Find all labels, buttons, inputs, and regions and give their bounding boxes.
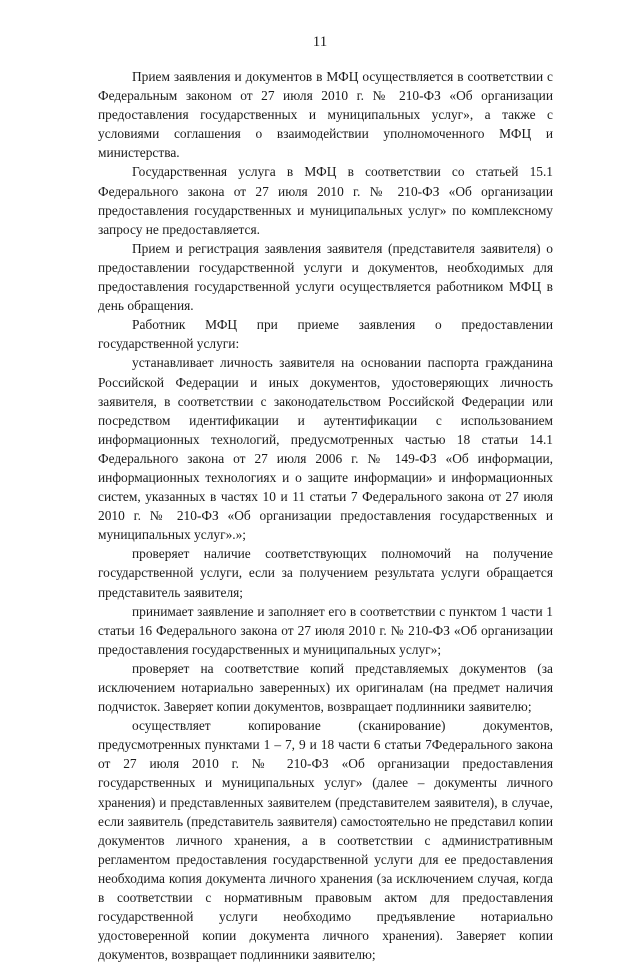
paragraph-identity-check: устанавливает личность заявителя на основании паспорта гражданина Российской Федерации и иных документов, удостоверяющих личность заявителя, в соответствии с законодательством Российской Федерации или посредством идентификации и аутентификации с использованием информационных технологий, предусмотренных частью 18 статьи 14.1 Федерального закона от 27 июля 2006 г. № 149-ФЗ «Об информации, информационных технологиях и о защите информации» и информационных систем, указанных в частях 10 и 11 статьи 7 Федерального закона от 27 июля 2010 г. № 210-ФЗ «Об организации предоставления государственных и муниципальных услуг».»;: [98, 355, 553, 543]
paragraph-document-scanning: осуществляет копирование (сканирование) документов, предусмотренных пунктами 1 – 7, 9 и 18 части 6 статьи 7Федерального закона от 27 июля 2010 г. № 210-ФЗ «Об организации предоставления государственных и муниципальных услуг» (далее – документы личного хранения) и представленных заявителем (представителем заявителя), в случае, если заявитель (представитель заявителя) самостоятельно не представил копии документов личного хранения, а в соответствии с административным регламентом предоставления государственной услуги для ее предоставления необходима копия документа личного хранения (за исключением случая, когда в соответствии с нормативным правовым актом для предоставления государственной услуги необходимо предъявление нотариально удостоверенной копии документа личного хранения). Заверяет копии документов, возвращает подлинники заявителю;: [98, 718, 553, 963]
paragraph-copy-verification: проверяет на соответствие копий представляемых документов (за исключением нотариально заверенных) их оригиналам (на предмет наличия подчисток. Заверяет копии документов, возвращает подлинники заявителю;: [98, 660, 553, 715]
paragraph-worker-duties-intro: Работник МФЦ при приеме заявления о предоставлении государственной услуги:: [98, 317, 553, 352]
paragraph-authority-check: проверяет наличие соответствующих полномочий на получение государственной услуги, если за получением результата услуги обращается представитель заявителя;: [98, 546, 553, 600]
paragraph-registration: Прием и регистрация заявления заявителя (представителя заявителя) о предоставлении государственной услуги и документов, необходимых для предоставления государственной услуги осуществляется работником МФЦ в день обращения.: [98, 240, 553, 314]
document-body: [98, 67, 553, 964]
paragraph-mfc-acceptance: Прием заявления и документов в МФЦ осуществляется в соответствии с Федеральным законом от 27 июля 2010 г. № 210-ФЗ «Об организации предоставления государственных и муниципальных услуг», а также с условиями соглашения о взаимодействии уполномоченного МФЦ и министерства.: [98, 69, 553, 161]
page-number: 11: [312, 34, 328, 50]
paragraph-complex-request: Государственная услуга в МФЦ в соответствии со статьей 15.1 Федерального закона от 27 июля 2010 г. № 210-ФЗ «Об организации предоставления государственных и муниципальных услуг» по комплексному запросу не предоставляется.: [98, 164, 553, 237]
paragraph-application-intake: принимает заявление и заполняет его в соответствии с пунктом 1 части 1 статьи 16 Федерального закона от 27 июля 2010 г. № 210-ФЗ «Об организации предоставления государственных и муниципальных услуг»;: [98, 603, 553, 657]
